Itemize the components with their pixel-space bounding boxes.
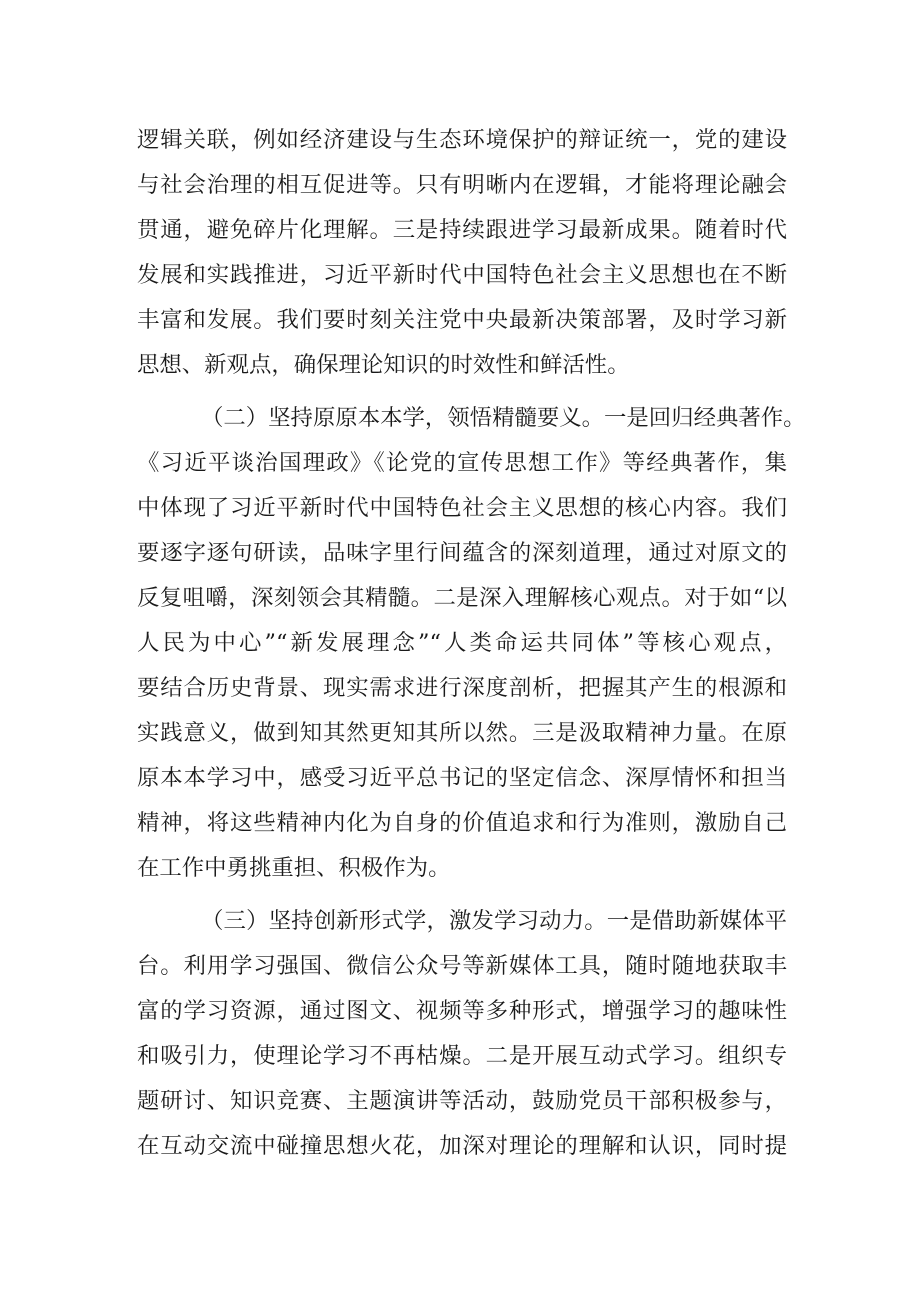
text-line: 人民为中心”“新发展理念”“人类命运共同体”等核心观点，: [137, 630, 787, 656]
section-heading-line: （三）坚持创新形式学，激发学习动力。一是借助新媒体平: [201, 908, 787, 934]
document-body: [137, 118, 806, 1169]
text-line: 《习近平谈治国理政》《论党的宣传思想工作》等经典著作，集: [137, 450, 787, 476]
text-line: 要逐字逐句研读，品味字里行间蕴含的深刻道理，通过对原文的: [137, 540, 787, 566]
text-line: 和吸引力，使理论学习不再枯燥。二是开展互动式学习。组织专: [137, 1043, 787, 1069]
text-line: 实践意义，做到知其然更知其所以然。三是汲取精神力量。在原: [137, 720, 787, 746]
paragraph-logic: [137, 118, 787, 388]
text-line: 原本本学习中，感受习近平总书记的坚定信念、深厚情怀和担当: [137, 765, 787, 791]
text-line: 题研讨、知识竞赛、主题演讲等活动，鼓励党员干部积极参与，: [137, 1088, 787, 1114]
text-line: 在互动交流中碰撞思想火花，加深对理论的理解和认识，同时提: [137, 1133, 787, 1159]
paragraph-gap: [137, 891, 787, 899]
text-line: 逻辑关联，例如经济建设与生态环境保护的辩证统一，党的建设: [137, 127, 787, 153]
text-line: 在工作中勇挑重担、积极作为。: [137, 855, 451, 881]
text-line: 要结合历史背景、现实需求进行深度剖析，把握其产生的根源和: [137, 675, 787, 701]
section-heading-line: （二）坚持原原本本学，领悟精髓要义。一是回归经典著作。: [201, 405, 806, 431]
text-line: 贯通，避免碎片化理解。三是持续跟进学习最新成果。随着时代: [137, 217, 787, 243]
text-line: 中体现了习近平新时代中国特色社会主义思想的核心内容。我们: [137, 495, 787, 521]
paragraph-section-two: [137, 396, 806, 891]
text-line: 思想、新观点，确保理论知识的时效性和鲜活性。: [137, 352, 630, 378]
paragraph-gap: [137, 388, 787, 396]
text-line: 与社会治理的相互促进等。只有明晰内在逻辑，才能将理论融会: [137, 172, 787, 198]
text-line: 发展和实践推进，习近平新时代中国特色社会主义思想也在不断: [137, 262, 787, 288]
text-line: 富的学习资源，通过图文、视频等多种形式，增强学习的趣味性: [137, 998, 787, 1024]
text-line: 反复咀嚼，深刻领会其精髓。二是深入理解核心观点。对于如“以: [137, 585, 787, 611]
paragraph-section-three: [137, 899, 787, 1169]
text-line: 台。利用学习强国、微信公众号等新媒体工具，随时随地获取丰: [137, 953, 787, 979]
text-line: 精神，将这些精神内化为自身的价值追求和行为准则，激励自己: [137, 810, 787, 836]
text-line: 丰富和发展。我们要时刻关注党中央最新决策部署，及时学习新: [137, 307, 787, 333]
